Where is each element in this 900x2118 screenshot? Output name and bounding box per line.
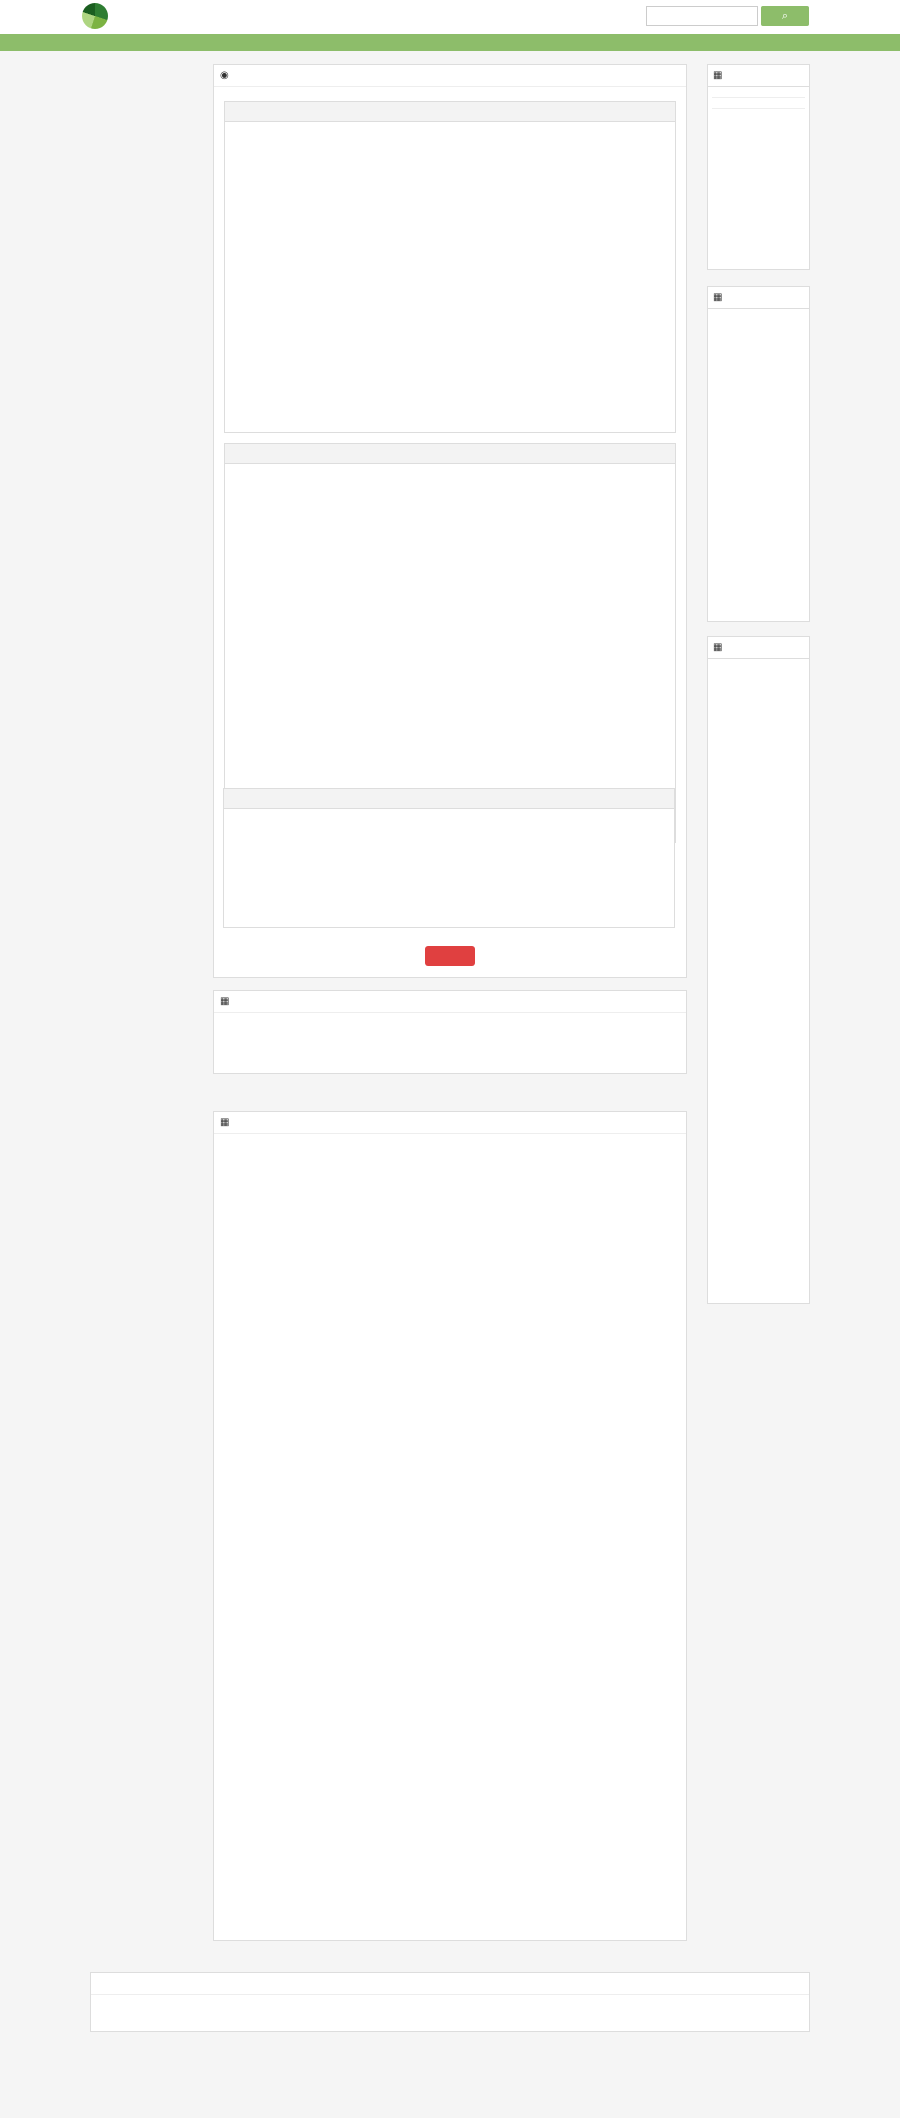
dayun-box xyxy=(224,443,676,843)
almanac-panel xyxy=(707,64,810,270)
star-title xyxy=(708,287,809,309)
back-button[interactable] xyxy=(425,946,475,966)
main-nav xyxy=(0,34,900,51)
almanac-title xyxy=(708,65,809,87)
eye-icon: ◉ xyxy=(220,70,229,81)
history-panel xyxy=(707,636,810,1304)
friend-links-title xyxy=(91,1973,809,1995)
list-icon: ▦ xyxy=(220,996,230,1007)
bazi-box-title xyxy=(225,102,675,122)
logo-icon xyxy=(82,3,108,29)
list-icon: ▦ xyxy=(713,70,723,81)
result-title xyxy=(214,65,686,87)
list-icon: ▦ xyxy=(220,1117,230,1128)
bazi-box xyxy=(224,101,676,433)
notice-title xyxy=(214,991,686,1013)
search-button[interactable] xyxy=(761,6,809,26)
articles-panel xyxy=(213,1111,687,1941)
articles-title xyxy=(214,1112,686,1134)
ji-label xyxy=(712,108,805,114)
top-bar xyxy=(0,0,900,34)
yi-label xyxy=(712,97,805,103)
site-logo[interactable] xyxy=(82,3,202,31)
list-icon: ▦ xyxy=(713,292,723,303)
list-icon: ▦ xyxy=(713,642,723,653)
dayun-box-title xyxy=(225,444,675,464)
notice-panel xyxy=(213,990,687,1074)
search-icon: ⌕ xyxy=(781,9,789,22)
history-title xyxy=(708,637,809,659)
shensha-box xyxy=(223,788,675,928)
search-input[interactable] xyxy=(646,6,758,26)
friend-links xyxy=(90,1972,810,2032)
shensha-box-title xyxy=(224,789,674,809)
star-panel xyxy=(707,286,810,622)
